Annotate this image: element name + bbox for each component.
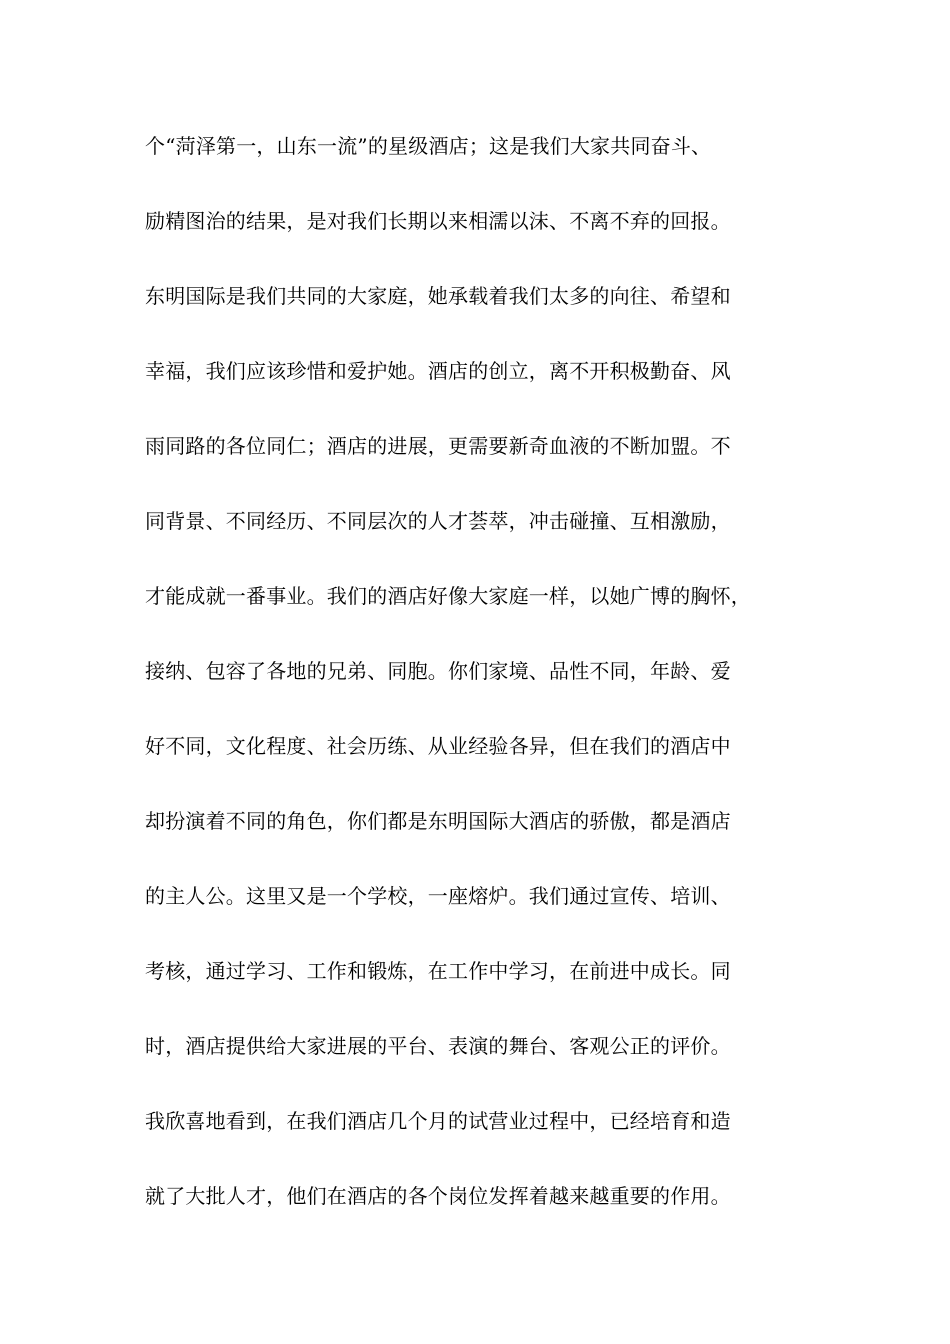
body-text: [145, 125, 825, 1250]
text-line: 才能成就一番事业。我们的酒店好像大家庭一样，以她广博的胸怀，: [145, 584, 751, 608]
text-line: 时，酒店提供给大家进展的平台、表演的舞台、客观公正的评价。: [145, 1034, 731, 1058]
text-line: 同背景、不同经历、不同层次的人才荟萃，冲击碰撞、互相激励，: [145, 509, 731, 533]
text-line: 我欣喜地看到，在我们酒店几个月的试营业过程中，已经培育和造: [145, 1109, 731, 1133]
text-line: 雨同路的各位同仁；酒店的进展，更需要新奇血液的不断加盟。不: [145, 434, 731, 458]
text-line: 东明国际是我们共同的大家庭，她承载着我们太多的向往、希望和: [145, 284, 731, 308]
text-line: 考核，通过学习、工作和锻炼，在工作中学习，在前进中成长。同: [145, 959, 731, 983]
text-line: 接纳、包容了各地的兄弟、同胞。你们家境、品性不同，年龄、爱: [145, 659, 731, 683]
text-line: 却扮演着不同的角色，你们都是东明国际大酒店的骄傲，都是酒店: [145, 809, 731, 833]
text-line: 好不同，文化程度、社会历练、从业经验各异，但在我们的酒店中: [145, 734, 731, 758]
text-line: 就了大批人才，他们在酒店的各个岗位发挥着越来越重要的作用。: [145, 1184, 731, 1208]
text-line: 个“菏泽第一，山东一流”的星级酒店；这是我们大家共同奋斗、: [145, 134, 712, 158]
text-line: 的主人公。这里又是一个学校，一座熔炉。我们通过宣传、培训、: [145, 884, 731, 908]
text-line: 幸福，我们应该珍惜和爱护她。酒店的创立，离不开积极勤奋、风: [145, 359, 731, 383]
text-line: 励精图治的结果，是对我们长期以来相濡以沫、不离不弃的回报。: [145, 209, 731, 233]
